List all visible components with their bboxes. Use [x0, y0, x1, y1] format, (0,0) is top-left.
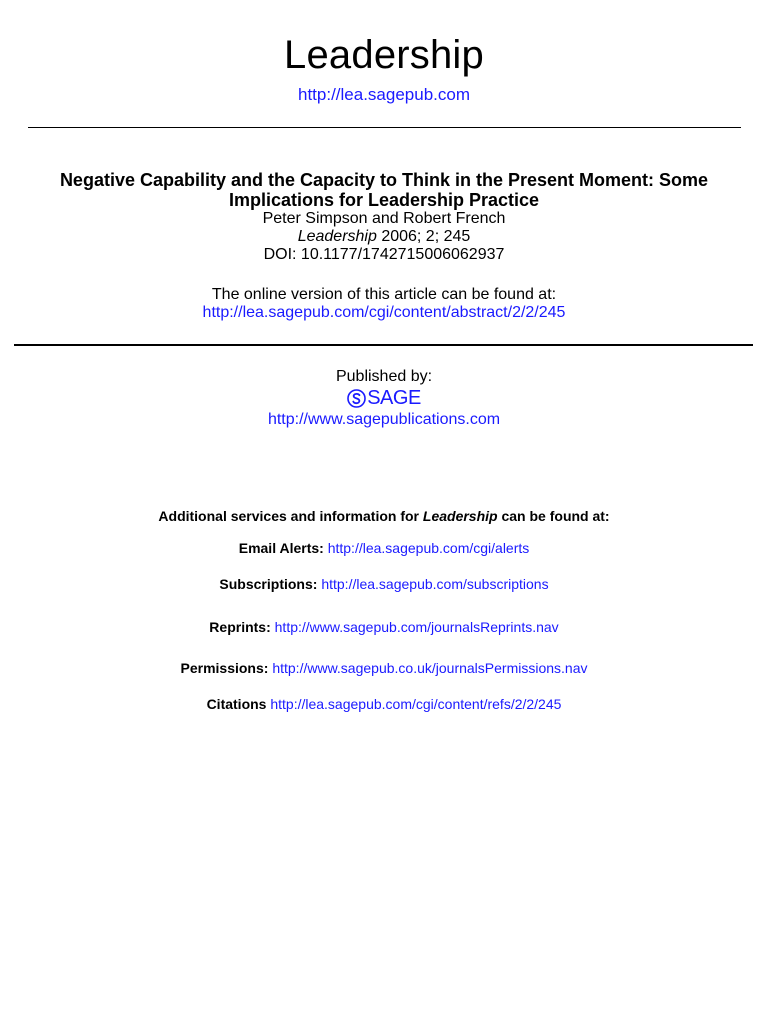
middle-divider	[14, 344, 753, 346]
service-row-subscriptions	[0, 575, 768, 593]
article-title	[20, 170, 748, 210]
citations-link[interactable]: http://lea.sagepub.com/cgi/content/refs/2/2/245	[270, 696, 562, 712]
service-row-permissions	[0, 659, 768, 677]
email-alerts-label: Email Alerts:	[238, 540, 324, 556]
reprints-link[interactable]: http://www.sagepub.com/journalsReprints.nav	[274, 619, 559, 635]
email-alerts-link[interactable]: http://lea.sagepub.com/cgi/alerts	[327, 540, 530, 556]
services-heading-suffix: can be found at:	[497, 508, 610, 524]
permissions-label: Permissions:	[180, 660, 269, 676]
permissions-link[interactable]: http://www.sagepub.co.uk/journalsPermissions.nav	[272, 660, 588, 676]
article-title-line-1: Negative Capability and the Capacity to Think in the Present Moment: Some	[59, 170, 709, 190]
article-citation	[0, 228, 768, 246]
reprints-label: Reprints:	[209, 619, 271, 635]
sage-logo-text: SAGE	[367, 387, 421, 409]
journal-url-container	[0, 84, 768, 106]
services-heading-prefix: Additional services and information for	[158, 508, 423, 524]
services-heading-journal: Leadership	[422, 508, 498, 524]
online-version-label: The online version of this article can be found at:	[211, 286, 557, 303]
online-version-link[interactable]: http://lea.sagepub.com/cgi/content/abstract/2/2/245	[202, 304, 566, 321]
subscriptions-label: Subscriptions:	[219, 576, 318, 592]
service-row-reprints	[0, 618, 768, 636]
subscriptions-link[interactable]: http://lea.sagepub.com/subscriptions	[321, 576, 549, 592]
article-title-line-2: Implications for Leadership Practice	[228, 190, 540, 210]
sage-logo[interactable]	[0, 387, 768, 413]
published-by-label: Published by:	[335, 368, 433, 385]
publisher-url-container	[0, 410, 768, 430]
service-row-email-alerts	[0, 539, 768, 557]
sage-s-icon	[347, 389, 366, 408]
citation-details: 2006; 2; 245	[376, 228, 471, 245]
citations-label: Citations	[206, 696, 267, 712]
top-divider	[28, 127, 741, 128]
services-heading	[0, 507, 768, 525]
citation-journal: Leadership	[297, 228, 377, 245]
service-row-citations	[0, 695, 768, 713]
article-doi: DOI: 10.1177/1742715006062937	[263, 246, 505, 263]
journal-title: Leadership	[284, 33, 484, 77]
article-authors: Peter Simpson and Robert French	[262, 210, 506, 227]
publisher-url-link[interactable]: http://www.sagepublications.com	[267, 411, 501, 428]
online-version-url-container	[0, 303, 768, 323]
journal-url-link[interactable]: http://lea.sagepub.com	[297, 85, 470, 104]
